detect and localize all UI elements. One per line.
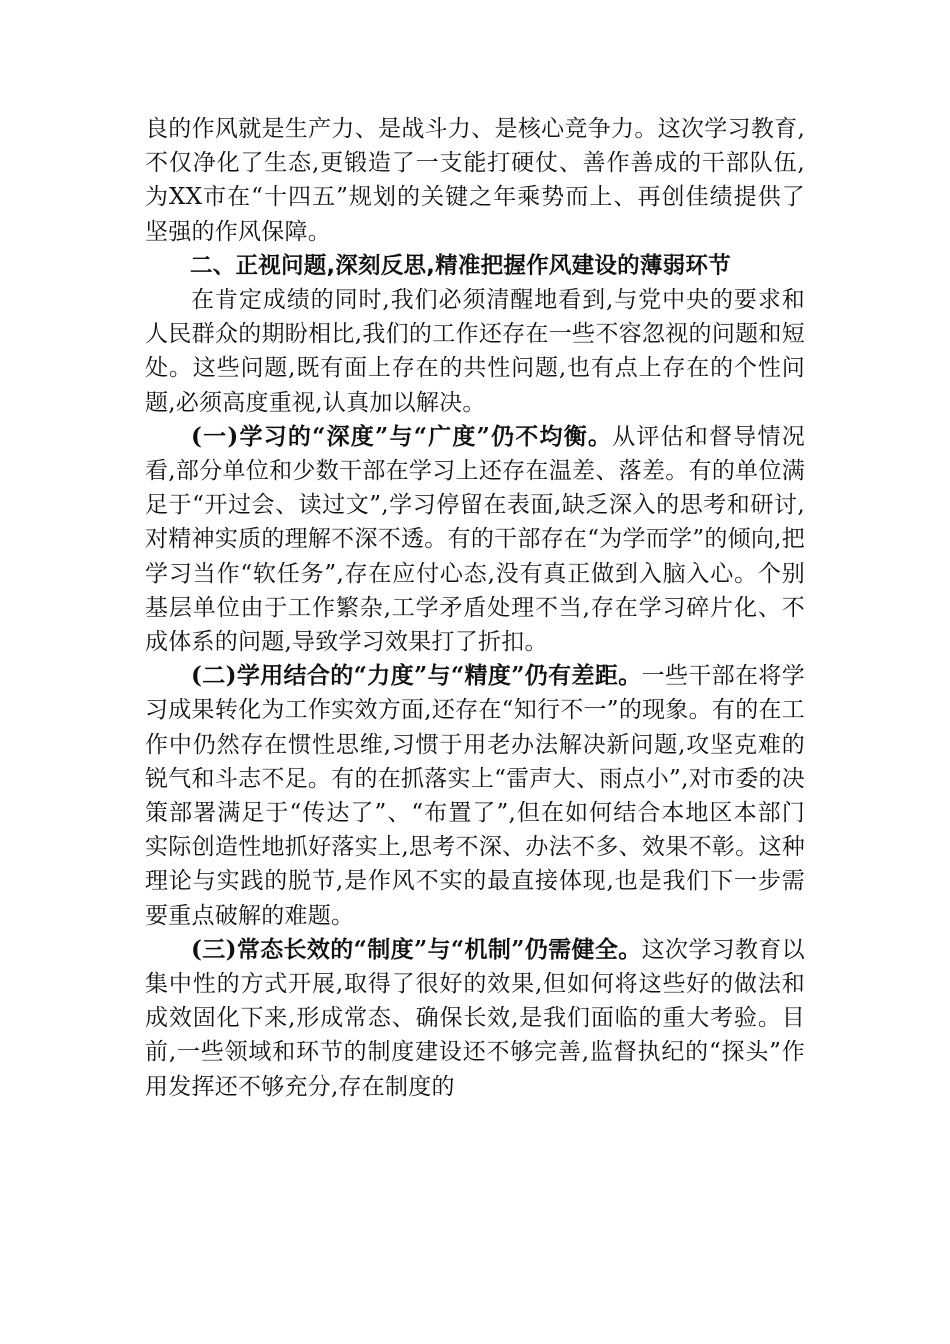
section-two-heading: 二、正视问题,深刻反思,精准把握作风建设的薄弱环节: [190, 252, 731, 279]
item-one-paragraph: [145, 420, 805, 659]
item-two-title: (二)学用结合的“力度”与“精度”仍有差距。: [191, 662, 642, 690]
item-three-body: 这次学习教育以集中性的方式开展,取得了很好的效果,但如何将这些好的做法和成效固化下来,形成常态、确保长效,是我们面临的重大考验。目前,一些领域和环节的制度建设还不够完善,监督执纪的“探头”作用发挥还不够充分,存在制度的: [145, 936, 805, 1100]
item-three-paragraph: [145, 933, 805, 1104]
item-three-title: (三)常态长效的“制度”与“机制”仍需健全。: [191, 935, 642, 963]
item-two-paragraph: [145, 659, 805, 933]
section-two-intro-paragraph: 在肯定成绩的同时,我们必须清醒地看到,与党中央的要求和人民群众的期盼相比,我们的工作还存在一些不容忽视的问题和短处。这些问题,既有面上存在的共性问题,也有点上存在的个性问题,必须高度重视,认真加以解决。: [145, 287, 805, 416]
item-one-title: (一)学习的“深度”与“广度”仍不均衡。: [191, 422, 613, 450]
document-page: [145, 112, 805, 1104]
intro-paragraph-continued: 良的作风就是生产力、是战斗力、是核心竞争力。这次学习教育,不仅净化了生态,更锻造了一支能打硬仗、善作善成的干部队伍,为XX市在“十四五”规划的关键之年乘势而上、再创佳绩提供了坚强的作风保障。: [145, 116, 805, 245]
item-one-body: 从评估和督导情况看,部分单位和少数干部在学习上还存在温差、落差。有的单位满足于“开过会、读过文”,学习停留在表面,缺乏深入的思考和研讨,对精神实质的理解不深不透。有的干部存在“为学而学”的倾向,把学习当作“软任务”,存在应付心态,没有真正做到入脑入心。个别基层单位由于工作繁杂,工学矛盾处理不当,存在学习碎片化、不成体系的问题,导致学习效果打了折扣。: [145, 423, 806, 656]
item-two-body: 一些干部在将学习成果转化为工作实效方面,还存在“知行不一”的现象。有的在工作中仍然存在惯性思维,习惯于用老办法解决新问题,攻坚克难的锐气和斗志不足。有的在抓落实上“雷声大、雨点小”,对市委的决策部署满足于“传达了”、“布置了”,但在如何结合本地区本部门实际创造性地抓好落实上,思考不深、办法不多、效果不彰。这种理论与实践的脱节,是作风不实的最直接体现,也是我们下一步需要重点破解的难题。: [145, 663, 805, 929]
